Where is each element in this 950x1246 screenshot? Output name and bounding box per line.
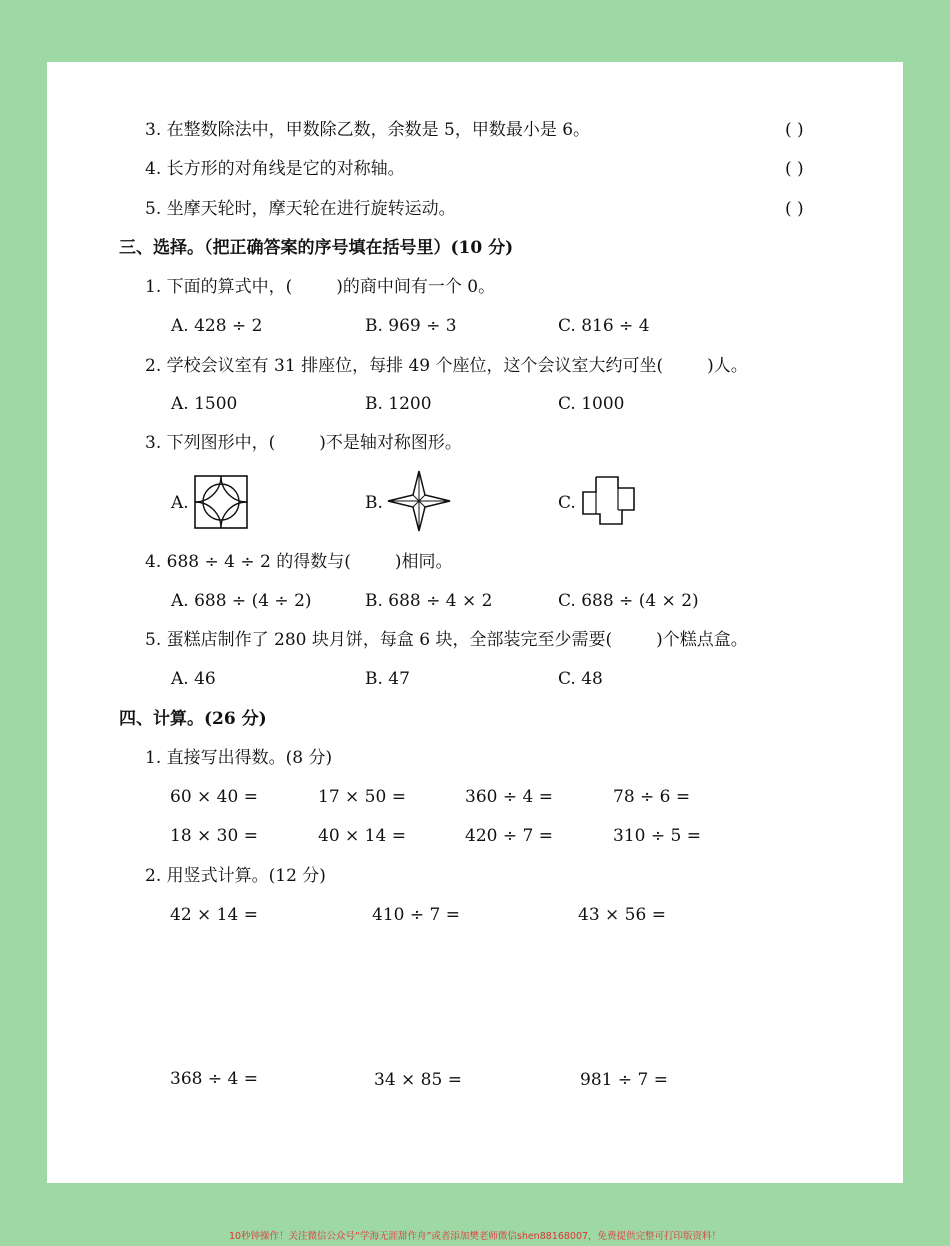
judge-item-4: 4. 长方形的对角线是它的对称轴。 <box>145 159 405 179</box>
judge-answer-4[interactable]: ( ) <box>785 159 804 179</box>
judge-answer-5[interactable]: ( ) <box>785 199 804 219</box>
choice-q1-pre: 1. 下面的算式中，( <box>145 277 293 297</box>
vertical-calc-5: 34 × 85 = <box>374 1070 462 1090</box>
choice-q3-option-b[interactable]: B. <box>365 493 383 513</box>
choice-q2-option-c[interactable]: C. 1000 <box>558 394 625 414</box>
choice-q5-post: )个糕点盒。 <box>656 630 748 650</box>
choice-q5-option-b[interactable]: B. 47 <box>365 669 410 689</box>
choice-q3-post: )不是轴对称图形。 <box>319 433 462 453</box>
choice-q2-option-a[interactable]: A. 1500 <box>171 394 238 414</box>
oral-calc-2: 17 × 50 = <box>318 787 406 807</box>
choice-q3-option-a[interactable]: A. <box>171 493 189 513</box>
choice-q1-option-b[interactable]: B. 969 ÷ 3 <box>365 316 457 336</box>
choice-q3-option-c[interactable]: C. <box>558 493 576 513</box>
choice-q4-option-a[interactable]: A. 688 ÷ (4 ÷ 2) <box>171 591 312 611</box>
oral-calc-8: 310 ÷ 5 = <box>613 826 701 846</box>
worksheet-page <box>47 62 903 1183</box>
choice-q4-option-b[interactable]: B. 688 ÷ 4 × 2 <box>365 591 493 611</box>
judge-item-3: 3. 在整数除法中，甲数除乙数，余数是 5，甲数最小是 6。 <box>145 120 591 140</box>
choice-q5 <box>145 629 748 651</box>
figure-c-shape <box>582 476 638 526</box>
choice-q2-post: )人。 <box>707 356 748 376</box>
choice-q1-option-a[interactable]: A. 428 ÷ 2 <box>171 316 263 336</box>
choice-q4-pre: 4. 688 ÷ 4 ÷ 2 的得数与( <box>145 552 351 572</box>
oral-calc-1: 60 × 40 = <box>170 787 258 807</box>
choice-q2-option-b[interactable]: B. 1200 <box>365 394 432 414</box>
part-2-title: 2. 用竖式计算。(12 分) <box>145 866 326 886</box>
vertical-calc-3: 43 × 56 = <box>578 905 666 925</box>
figure-a-square-arcs <box>194 475 248 529</box>
vertical-calc-4: 368 ÷ 4 = <box>170 1069 258 1089</box>
oral-calc-4: 78 ÷ 6 = <box>613 787 691 807</box>
choice-q5-option-a[interactable]: A. 46 <box>171 669 216 689</box>
vertical-calc-2: 410 ÷ 7 = <box>372 905 460 925</box>
part-1-title: 1. 直接写出得数。(8 分) <box>145 748 333 768</box>
choice-q4 <box>145 551 452 573</box>
choice-q4-post: )相同。 <box>394 552 453 572</box>
section-4-title: 四、计算。(26 分) <box>119 709 267 729</box>
choice-q1-post: )的商中间有一个 0。 <box>336 277 496 297</box>
choice-q3-pre: 3. 下列图形中，( <box>145 433 276 453</box>
oral-calc-7: 420 ÷ 7 = <box>465 826 553 846</box>
footer-promo-text: 10秒钟操作！关注微信公众号“学海无涯甜作舟”或者添加樊老师微信shen88168007，免费提供完整可打印版资料！ <box>228 1231 722 1242</box>
choice-q2 <box>145 355 748 377</box>
section-3-title: 三、选择。（把正确答案的序号填在括号里）(10 分) <box>119 238 514 258</box>
oral-calc-3: 360 ÷ 4 = <box>465 787 553 807</box>
choice-q5-pre: 5. 蛋糕店制作了 280 块月饼，每盒 6 块，全部装完至少需要( <box>145 630 613 650</box>
choice-q2-pre: 2. 学校会议室有 31 排座位，每排 49 个座位，这个会议室大约可坐( <box>145 356 664 376</box>
choice-q1-option-c[interactable]: C. 816 ÷ 4 <box>558 316 650 336</box>
oral-calc-6: 40 × 14 = <box>318 826 406 846</box>
choice-q5-option-c[interactable]: C. 48 <box>558 669 603 689</box>
oral-calc-5: 18 × 30 = <box>170 826 258 846</box>
vertical-calc-6: 981 ÷ 7 = <box>580 1070 668 1090</box>
vertical-calc-1: 42 × 14 = <box>170 905 258 925</box>
judge-answer-3[interactable]: ( ) <box>785 120 804 140</box>
judge-item-5: 5. 坐摩天轮时，摩天轮在进行旋转运动。 <box>145 199 456 219</box>
figure-b-star <box>387 470 451 532</box>
choice-q1 <box>145 276 495 298</box>
choice-q4-option-c[interactable]: C. 688 ÷ (4 × 2) <box>558 591 699 611</box>
choice-q3 <box>145 432 462 454</box>
